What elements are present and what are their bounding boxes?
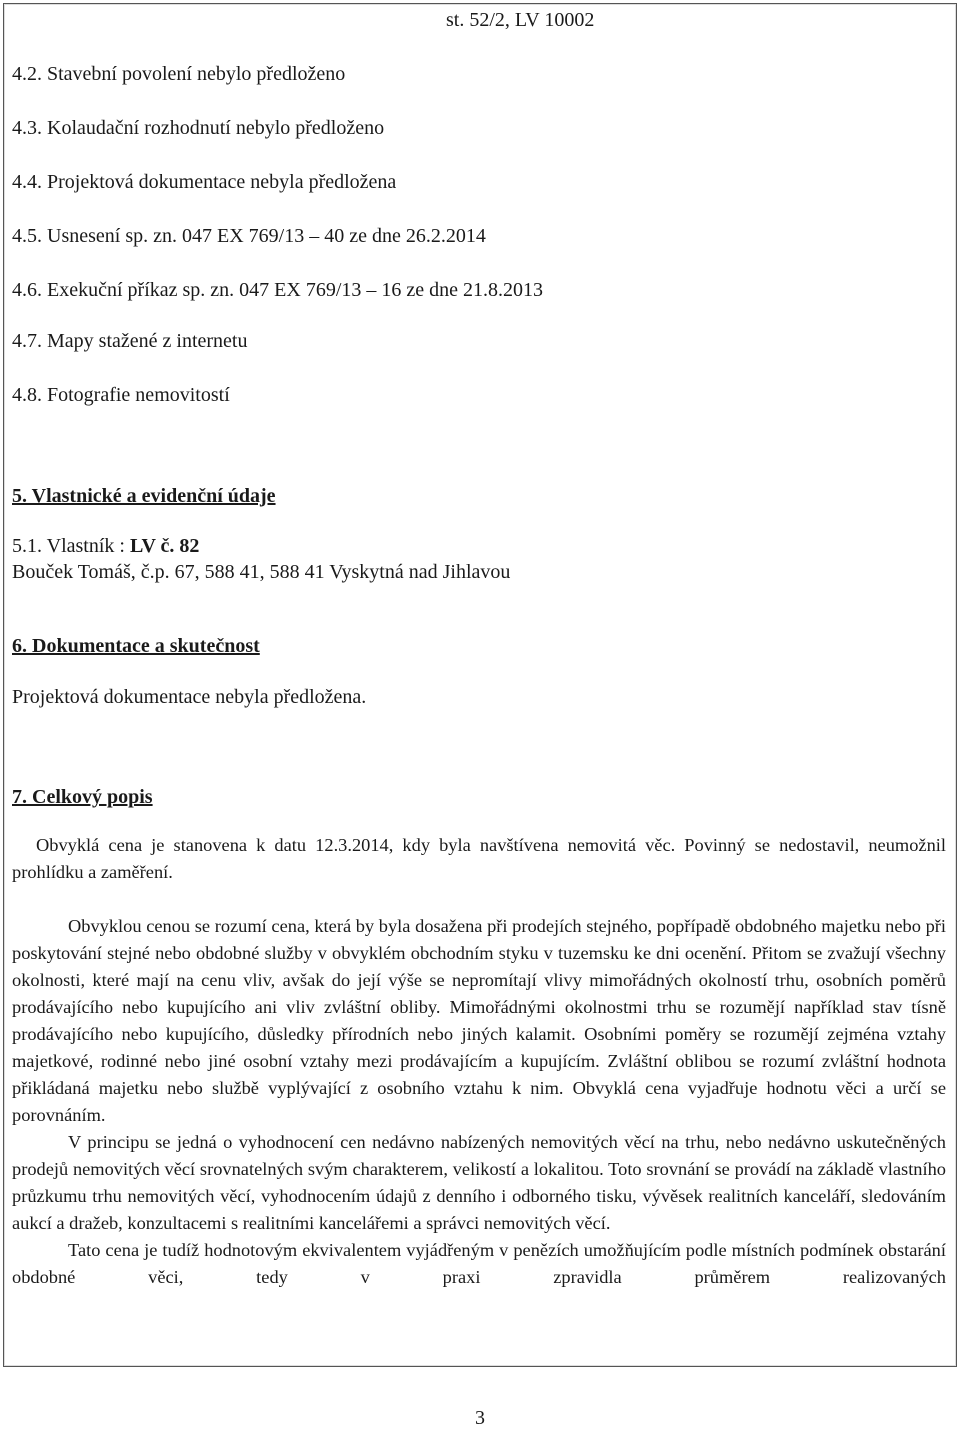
page-number: 3	[475, 1407, 485, 1429]
document-reference: st. 52/2, LV 10002	[446, 9, 595, 31]
owner-label: 5.1. Vlastník :	[12, 535, 130, 557]
paragraph: Tato cena je tudíž hodnotovým ekvivalentem vyjádřeným v penězích umožňujícím podle místních podmínek obstarání obdobné věci, tedy v praxi zpravidla průměrem realizovaných	[12, 1240, 946, 1287]
paragraph: Obvyklou cenou se rozumí cena, která by byla dosažena při prodejích stejného, popřípadě obdobného majetku nebo při poskytování stejné nebo obdobné služby v obvyklém obchodním styku v tuzemsku ke dni ocenění. Přitom se zvažují všechny okolnosti, které mají na cenu vliv, avšak do její výše se nepromítají vlivy mimořádných okolností trhu, osobních poměrů prodávajícího nebo kupujícího ani vliv zvláštní obliby. Mimořádnými okolnostmi trhu se rozumějí například stav tísně prodávajícího nebo kupujícího, důsledky přírodních nebo jiných kalamit. Osobními poměry se rozumějí zejména vztahy majetkové, rodinné nebo jiné osobní vztahy mezi prodávajícím a kupujícím. Zvláštní oblibou se rozumí zvláštní hodnota přikládaná majetku nebo službě vyplývající z osobního vztahu k nim. Obvyklá cena vyjadřuje hodnotu věci a určí se porovnáním.	[12, 916, 946, 1125]
paragraph: V principu se jedná o vyhodnocení cen nedávno nabízených nemovitých věcí na trhu, nebo nedávno uskutečněných prodejů nemovitých věcí srovnatelných svým charakterem, velikostí a lokalitou. Toto srovnání se provádí na základě vlastního průzkumu trhu nemovitých věcí, vyhodnocením údajů z denního i odborného tisku, vývěsek realitních kanceláří, sledováním aukcí a dražeb, konzultacemi s realitními kancelářemi a správci nemovitých věcí.	[12, 1132, 946, 1233]
section-7-intro	[12, 832, 946, 886]
section-5-heading: 5. Vlastnické a evidenční údaje	[12, 485, 276, 507]
owner-name: Bouček Tomáš, č.p. 67, 588 41, 588 41 Vyskytná nad Jihlavou	[12, 561, 511, 583]
attachment-item: 4.7. Mapy stažené z internetu	[12, 330, 248, 352]
section-7-body	[12, 913, 946, 1291]
attachment-item: 4.8. Fotografie nemovitostí	[12, 384, 230, 406]
owner-line	[12, 534, 199, 558]
attachment-item: 4.2. Stavební povolení nebylo předloženo	[12, 63, 346, 85]
attachment-item: 4.5. Usnesení sp. zn. 047 EX 769/13 – 40 ze dne 26.2.2014	[12, 225, 486, 247]
section-7-heading: 7. Celkový popis	[12, 786, 153, 808]
attachment-item: 4.4. Projektová dokumentace nebyla předložena	[12, 171, 397, 193]
attachment-item: 4.3. Kolaudační rozhodnutí nebylo předloženo	[12, 117, 385, 139]
section-6-heading: 6. Dokumentace a skutečnost	[12, 635, 260, 657]
section-6-text: Projektová dokumentace nebyla předložena.	[12, 686, 367, 708]
owner-lv: LV č. 82	[129, 535, 200, 557]
attachment-item: 4.6. Exekuční příkaz sp. zn. 047 EX 769/13 – 16 ze dne 21.8.2013	[12, 279, 544, 301]
intro-paragraph: Obvyklá cena je stanovena k datu 12.3.2014, kdy byla navštívena nemovitá věc. Povinný se nedostavil, neumožnil prohlídku a zaměření.	[12, 835, 946, 882]
